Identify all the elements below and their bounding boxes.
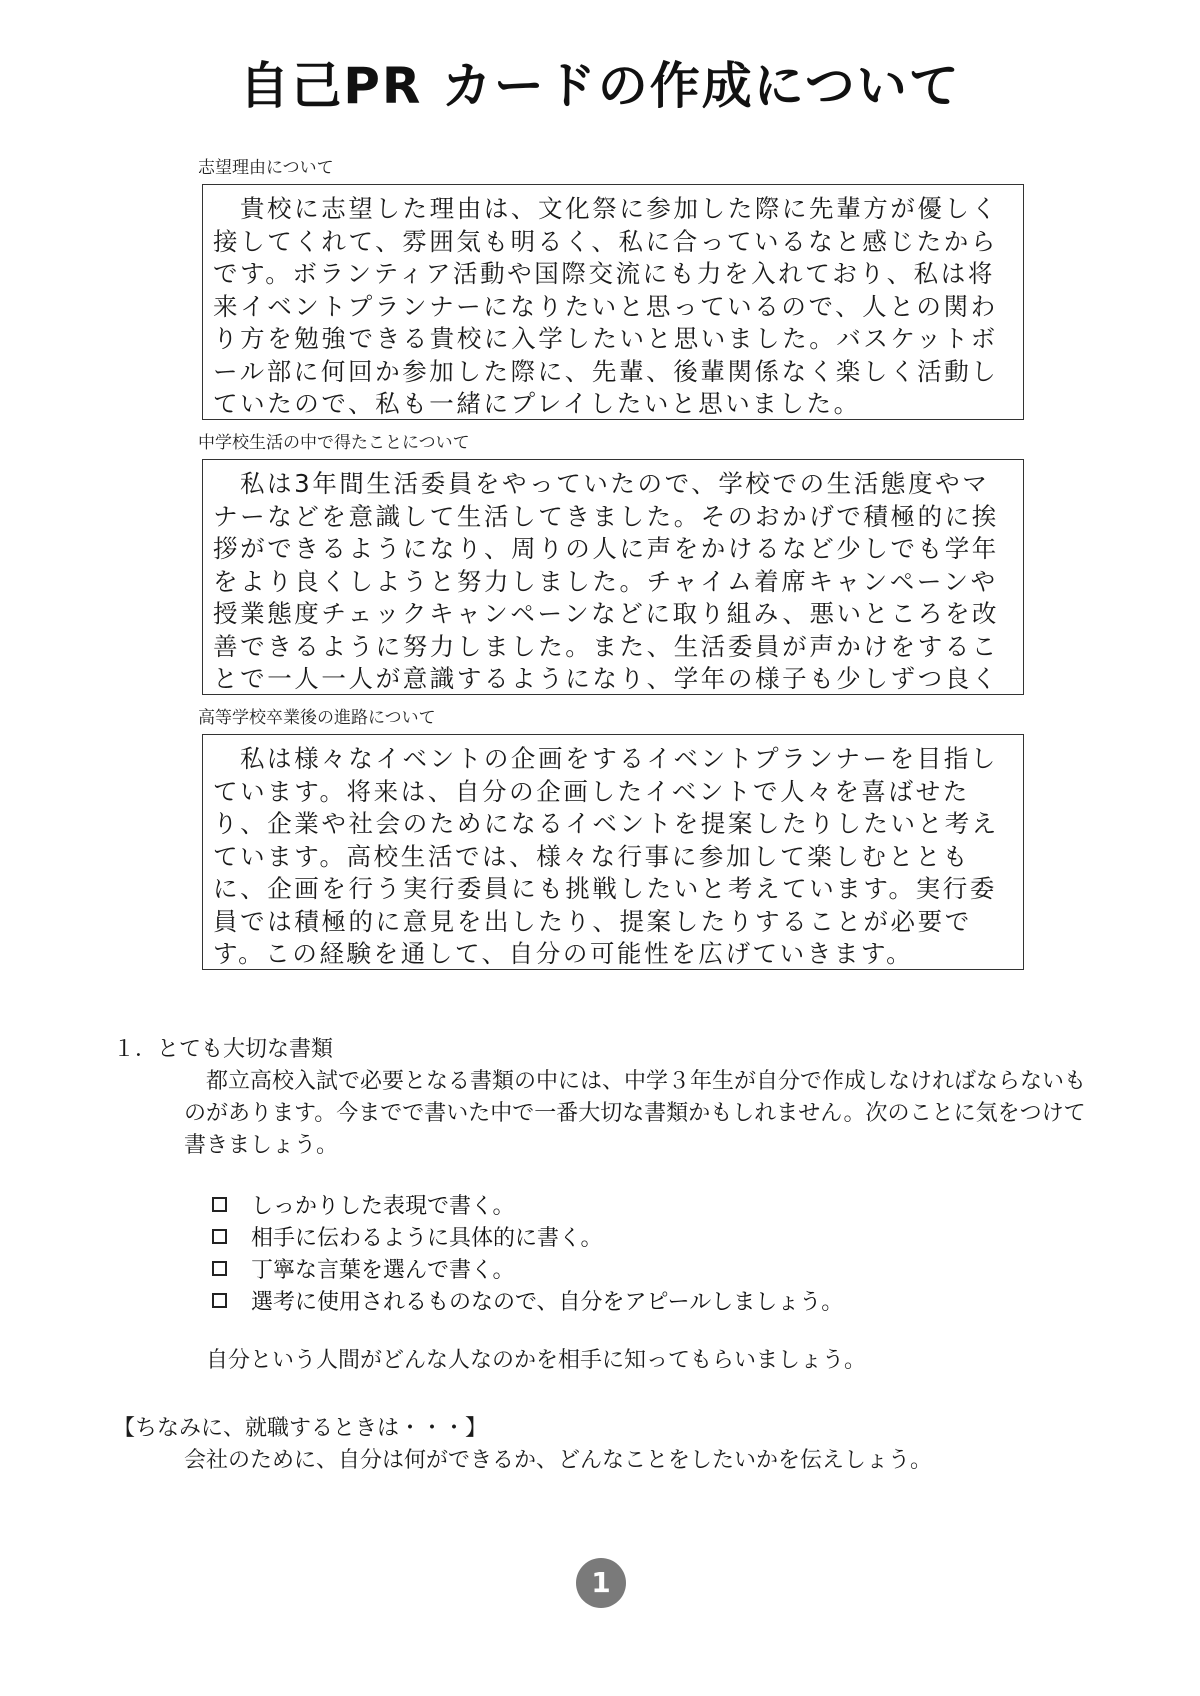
page-title: 自己PR カードの作成について bbox=[239, 57, 961, 115]
guide-heading: １．とても大切な書類 bbox=[113, 1037, 334, 1062]
section-label-future: 高等学校卒業後の進路について bbox=[198, 708, 436, 728]
checklist bbox=[212, 1188, 843, 1316]
checkbox-icon bbox=[212, 1197, 227, 1212]
checklist-item-text: しっかりした表現で書く。 bbox=[251, 1193, 515, 1219]
aside-body: 会社のために、自分は何ができるか、どんなことをしたいかを伝えしょう。 bbox=[184, 1448, 933, 1473]
checkbox-icon bbox=[212, 1261, 227, 1276]
essay-box-future bbox=[202, 734, 1024, 970]
checklist-item bbox=[212, 1284, 843, 1316]
guide-intro: 都立高校入試で必要となる書類の中には、中学３年生が自分で作成しなければならないものがあります。今までで書いた中で一番大切な書類かもしれません。次のことに気をつけて書きましょう。 bbox=[184, 1069, 1087, 1158]
checklist-item-text: 相手に伝わるように具体的に書く。 bbox=[251, 1225, 603, 1251]
essay-text-future: 私は様々なイベントの企画をするイベントプランナーを目指しています。将来は、自分の企画したイベントで人々を喜ばせたり、企業や社会のためになるイベントを提案したりしたいと考えています。高校生活では、様々な行事に参加して楽しむとともに、企画を行う実行委員にも挑戦したいと考えています。実行委員では積極的に意見を出したり、提案したりすることが必要です。この経験を通して、自分の可能性を広げていきます。 bbox=[213, 744, 999, 968]
checklist-item bbox=[212, 1188, 843, 1220]
checklist-item bbox=[212, 1252, 843, 1284]
checklist-item-text: 選考に使用されるものなので、自分をアピールしましょう。 bbox=[251, 1289, 844, 1315]
section-label-middle-school: 中学校生活の中で得たことについて bbox=[198, 433, 470, 453]
essay-box-reason bbox=[202, 184, 1024, 420]
section-label-reason: 志望理由について bbox=[198, 158, 334, 178]
checklist-item bbox=[212, 1220, 843, 1252]
essay-box-middle-school bbox=[202, 459, 1024, 695]
checkbox-icon bbox=[212, 1229, 227, 1244]
essay-text-middle-school: 私は3年間生活委員をやっていたので、学校での生活態度やマナーなどを意識して生活してきました。そのおかげで積極的に挨拶ができるようになり、周りの人に声をかけるなど少しでも学年をより良くしようと努力しました。チャイム着席キャンペーンや授業態度チェックキャンペーンなどに取り組み、悪いところを改善できるように努力しました。また、生活委員が声かけをすることで一人一人が意識するようになり、学年の様子も少しずつ良く bbox=[213, 469, 1000, 693]
aside-heading: 【ちなみに、就職するときは・・・】 bbox=[113, 1416, 488, 1441]
guide-closing: 自分という人間がどんな人なのかを相手に知ってもらいましょう。 bbox=[206, 1348, 867, 1373]
essay-text-reason: 貴校に志望した理由は、文化祭に参加した際に先輩方が優しく接してくれて、雰囲気も明るく、私に合っているなと感じたからです。ボランティア活動や国際交流にも力を入れており、私は将来イベントプランナーになりたいと思っているので、人との関わり方を勉強できる貴校に入学したいと思いました。バスケットボール部に何回か参加した際に、先輩、後輩関係なく楽しく活動していたので、私も一緒にプレイしたいと思いました。 bbox=[213, 194, 999, 418]
checklist-item-text: 丁寧な言葉を選んで書く。 bbox=[251, 1257, 515, 1283]
page-number-badge: 1 bbox=[576, 1558, 626, 1608]
checkbox-icon bbox=[212, 1293, 227, 1308]
